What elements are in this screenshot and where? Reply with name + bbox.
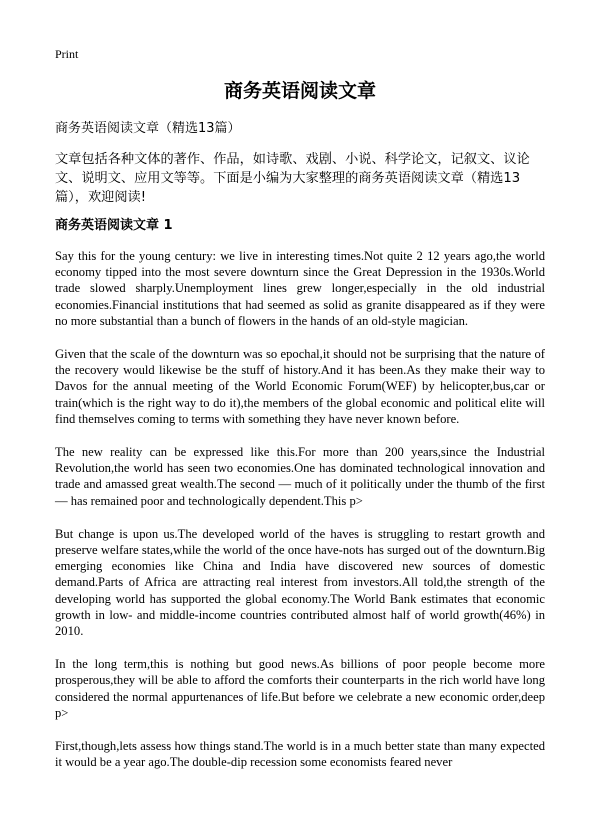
section-heading: 商务英语阅读文章 1 [55, 218, 173, 233]
document-subtitle: 商务英语阅读文章（精选13篇） [55, 121, 241, 136]
article-paragraph: The new reality can be expressed like this.For more than 200 years,since the Industrial Revolution,the world has seen two economies.One has dominated technological innovation and trade and amassed great wealth.The second — much of it politically under the thumb of the first — has remained poor and technologically dependent.This p> [55, 445, 545, 508]
intro-paragraph: 文章包括各种文体的著作、作品，如诗歌、戏剧、小说、科学论文，记叙文、议论文、说明文、应用文等等。下面是小编为大家整理的商务英语阅读文章（精选13篇），欢迎阅读! [55, 152, 530, 205]
article-paragraph: But change is upon us.The developed world of the haves is struggling to restart growth and preserve welfare states,while the world of the once have-nots has surged out of the downturn.Big emerging economies like China and India have discovered new sources of domestic demand.Parts of Africa are attracting real interest from investors.All told,the strength of the developing world has supported the global economy.The World Bank estimates that economic growth in low- and middle-income countries contributed almost half of world growth(46%) in 2010. [55, 526, 545, 639]
article-paragraph: Say this for the young century: we live in interesting times.Not quite 2 12 years ago,the world economy tipped into the most severe downturn since the Great Depression in the 1930s.World trade slowed sharply.Unemployment lines grew longer,especially in the old industrial economies.Financial institutions that had seemed as solid as granite disappeared as if they were no more substantial than a bunch of flowers in the hands of an old-style magician. [55, 249, 545, 328]
document-title: 商务英语阅读文章 [223, 80, 376, 102]
print-link[interactable]: Print [55, 47, 79, 61]
article-body [55, 248, 545, 787]
article-paragraph: First,though,lets assess how things stand.The world is in a much better state than many expected it would be a year ago.The double-dip recession some economists feared never [55, 739, 545, 770]
article-paragraph: Given that the scale of the downturn was so epochal,it should not be surprising that the nature of the recovery would likewise be the stuff of history.And it has been.As they make their way to Davos for the annual meeting of the World Economic Forum(WEF) by helicopter,bus,car or train(which is the right way to do it),the members of the global economic and political elite will find themselves coming to terms with something they have never known before. [55, 347, 545, 426]
article-paragraph: In the long term,this is nothing but good news.As billions of poor people become more prosperous,they will be able to afford the comforts their counterparts in the rich world have long considered the normal appurtenances of life.But before we celebrate a new economic order,deep p> [55, 657, 545, 720]
